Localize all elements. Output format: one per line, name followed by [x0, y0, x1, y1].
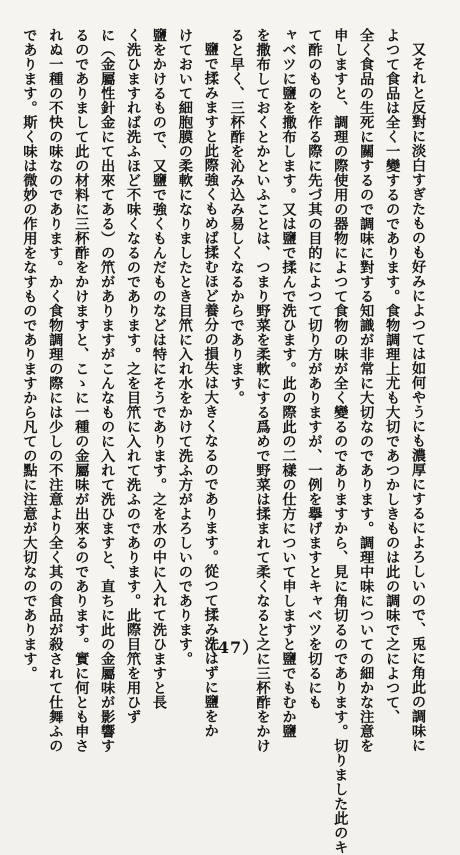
text-column: けておいて細胞膜の柔軟になりましたとき目笊に入れ水をかけて洗ふ方がよろしいのであります。	[176, 28, 193, 666]
text-column: て酢のものを作る際に先づ其の目的によつて切り方がありますが、一例を擧げますとキャベツを切るにも	[306, 28, 323, 710]
page-number: （47）	[200, 638, 260, 657]
text-column: ャベツに鹽を撒布します。又は鹽で揉んで洗ひます。此の際此の二樣の仕方について申しますと鹽でもむか鹽	[280, 28, 297, 739]
text-column: 鹽で揉みますと此際強くもめば揉むほど養分の損失は大きくなるのであります。從つて揉み洗はずに鹽をか	[202, 42, 219, 738]
text-column: 鹽をかけるもので、又鹽で強くもんだものなどは特にそうであります。之を水の中に入れて洗ひますと長	[150, 28, 167, 710]
text-column: 又それと反對に淡白すぎたものも好みによつては如何やうにも濃厚にするによろしいので、兎に角此の調味に	[410, 42, 426, 753]
text-column: く洗ひますれば洗ふほど不味くなるのであります。之を目笊に入れて洗ふのであります。此際目笊を用ひず	[125, 28, 142, 724]
text-column: 申しますと、調理の際使用の器物によつて食物の味が全く變るのでありますから、見に角切るのであります。切りました此のキ	[332, 28, 349, 855]
text-column: を撒布しておくとかといふことは、つまり野菜を柔軟にする爲めで野菜は揉まれて柔くなると之に三杯酢をかけ	[254, 28, 271, 753]
text-column: に（金屬性針金にて出來てある）の笊がありますがこんなものに入れて洗ひますと、直ちに此の金屬味が影響す	[99, 28, 116, 753]
text-column: であります。斯く味は微妙の作用をなすものでありますから凡ての點に注意が大切なのであります。	[21, 28, 38, 681]
text-column: ると早く、三杯酢を沁み込み易しくなるからであります。	[228, 28, 245, 405]
text-column: よつて食品は全く一變するのであります。食物調理上尤も大切であつかしきものは此の調味で之によつて、	[384, 28, 401, 724]
text-column: 全く食品の生死に關するので調味に對する知識が非常に大切なのであります。調理中味についての細かな注意を	[358, 28, 375, 753]
text-column: れぬ一種の不快の味なのであります。かく食物調理の際には少しの不注意より全く其の食品が殺されて仕舞ふの	[47, 28, 64, 753]
text-column: るのでありまして此の材料に三杯酢をかけますと、こゝに一種の金屬味が出來るのであります。實に何とも申さ	[73, 28, 90, 753]
